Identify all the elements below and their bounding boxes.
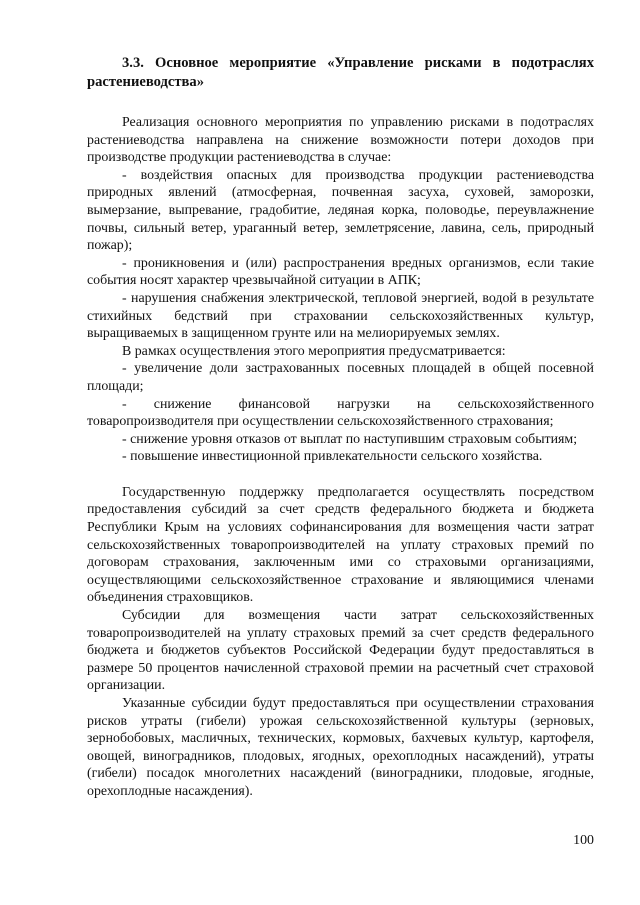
paragraph-intro: Реализация основного мероприятия по управлению рисками в подотраслях растениеводства направлена на снижение возможности потери доходов при производстве продукции растениеводства в случае: bbox=[87, 115, 594, 166]
list-item-natural-hazards: - воздействия опасных для производства продукции растениеводства природных явлений (атмосферная, почвенная засуха, суховей, заморозки, вымерзание, выпревание, градобитие, ледяная корка, половодье, переувлажнение почвы, сильный ветер, ураганный ветер, землетрясение, лавина, сель, природный пожар); bbox=[87, 167, 594, 254]
list-item-utility-disruption: - нарушения снабжения электрической, тепловой энергией, водой в результате стихийных бедствий при страховании сельскохозяйственных культур, выращиваемых в защищенном грунте или на мелиорируемых землях. bbox=[87, 290, 594, 342]
paragraph-subsidy-amount: Субсидии для возмещения части затрат сельскохозяйственных товаропроизводителей на уплату страховых премий за счет средств федерального бюджета и бюджетов субъектов Российской Федерации будут предоставляться в размере 50 процентов начисленной страховой премии на расчетный счет страховой организации. bbox=[87, 608, 594, 694]
list-item-pests: - проникновения и (или) распространения вредных организмов, если такие события носят характер чрезвычайной ситуации в АПК; bbox=[87, 255, 594, 289]
list-item-payout-refusals: - снижение уровня отказов от выплат по наступившим страховым событиям; bbox=[122, 431, 578, 447]
paragraph-measures-intro: В рамках осуществления этого мероприятия предусматривается: bbox=[122, 343, 506, 359]
paragraph-subsidy-scope: Указанные субсидии будут предоставляться при осуществлении страхования рисков утраты (гибели) урожая сельскохозяйственной культуры (зерновых, зернобобовых, масличных, технических, кормовых, бахчевых культур, картофеля, овощей, виноградников, плодовых, ягодных, орехоплодных насаждений), утраты (гибели) посадок многолетних насаждений (виноградники, плодовые, ягодные, орехоплодные насаждения). bbox=[87, 696, 594, 799]
section-title: Основное мероприятие «Управление рисками в подотраслях растениеводства» bbox=[87, 55, 595, 90]
page-number: 100 bbox=[573, 833, 594, 848]
section-heading bbox=[87, 54, 594, 92]
section-number: 3.3. bbox=[122, 55, 144, 71]
list-item-insured-area: - увеличение доли застрахованных посевных площадей в общей посевной площади; bbox=[87, 361, 594, 394]
body-text bbox=[87, 114, 594, 801]
list-item-investment-appeal: - повышение инвестиционной привлекательности сельского хозяйства. bbox=[122, 449, 543, 465]
paragraph-state-support: Государственную поддержку предполагается осуществлять посредством предоставления субсидий за счет средств федерального бюджета и бюджета Республики Крым на условиях софинансирования для возмещения части затрат сельскохозяйственных товаропроизводителей на уплату страховых премий по договорам страхования, заключенным ими со страховыми организациями, осуществляющими сельскохозяйственное страхование и являющимися членами объединения страховщиков. bbox=[87, 484, 594, 606]
list-item-financial-burden: - снижение финансовой нагрузки на сельскохозяйственного товаропроизводителя при осуществлении сельскохозяйственного страхования; bbox=[87, 396, 594, 430]
